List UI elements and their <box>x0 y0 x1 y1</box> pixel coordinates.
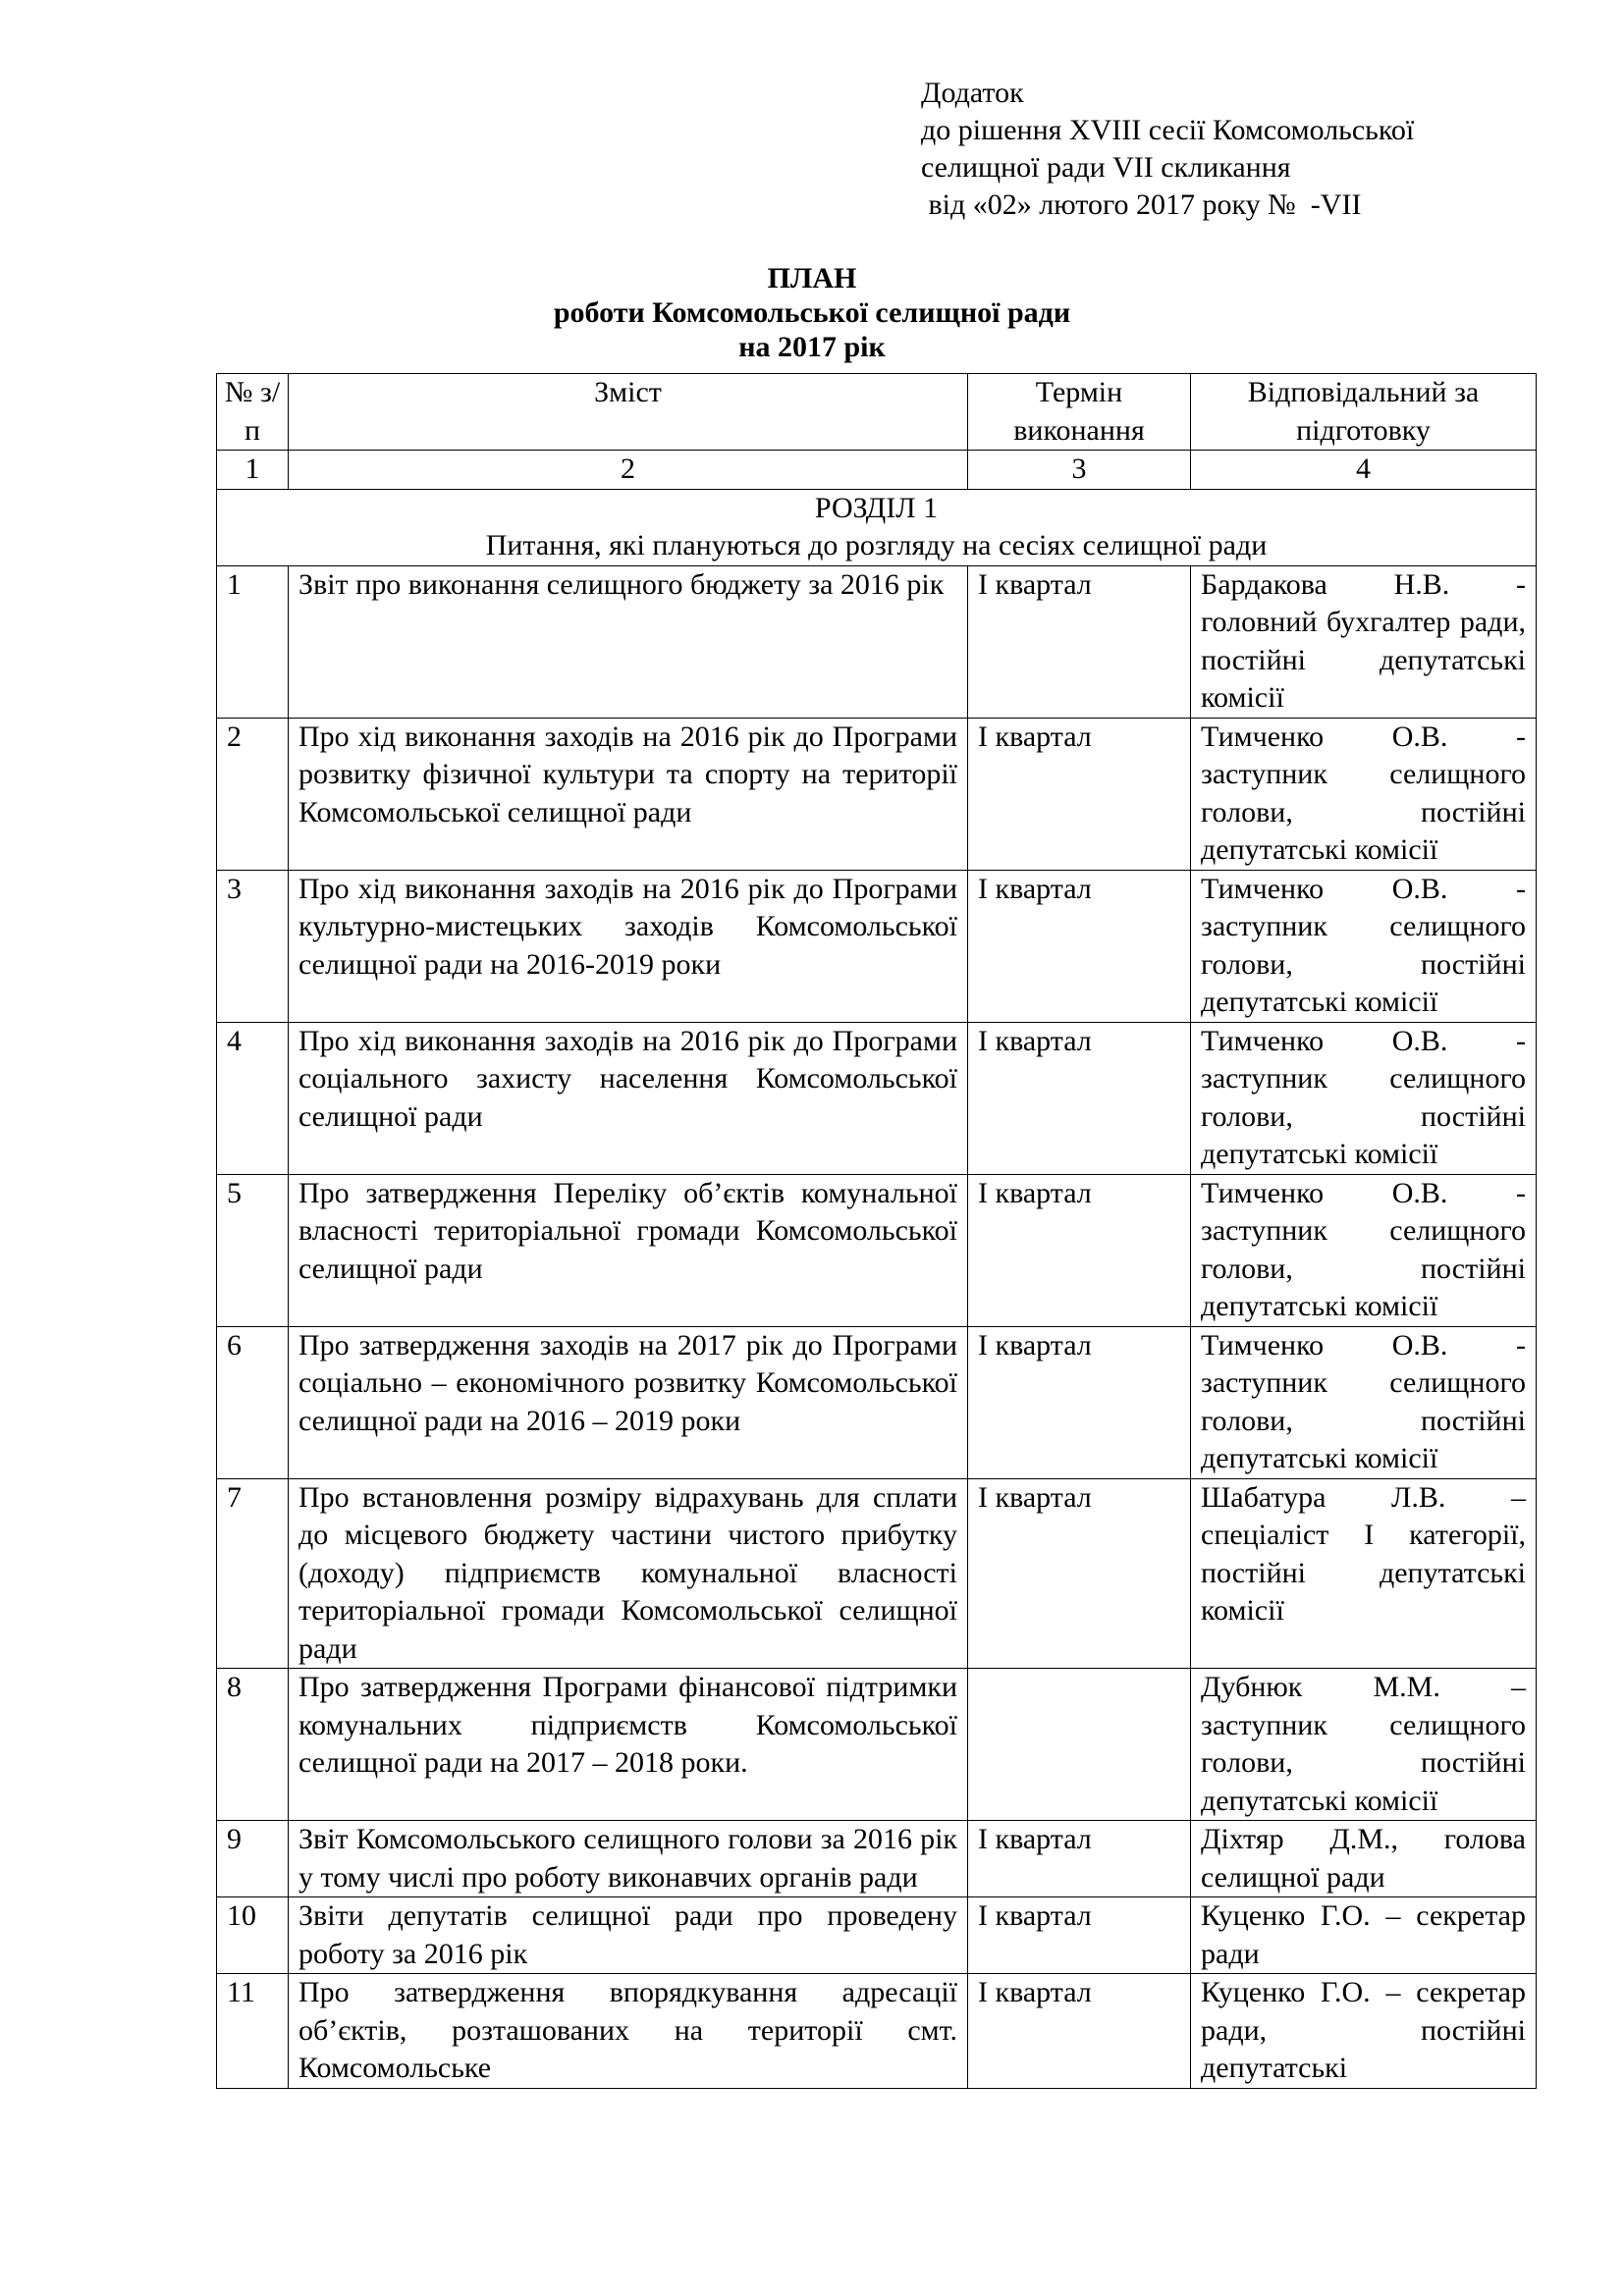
row-number: 10 <box>217 1897 289 1974</box>
table-row <box>217 1821 1537 1897</box>
row-term: І квартал <box>968 1974 1191 2089</box>
row-term: І квартал <box>968 718 1191 870</box>
row-content: Звіти депутатів селищної ради про проведену роботу за 2016 рік <box>289 1897 968 1974</box>
section-title: РОЗДІЛ 1 <box>814 491 939 524</box>
row-term: І квартал <box>968 1022 1191 1174</box>
addendum-block <box>921 75 1414 224</box>
table-row <box>217 1022 1537 1174</box>
table-row <box>217 1326 1537 1478</box>
table-row <box>217 1669 1537 1821</box>
column-header-responsible: Відповідальний за підготовку <box>1191 374 1537 451</box>
row-responsible: Тимченко О.В. - заступник селищного голови, постійні депутатські комісії <box>1191 1174 1537 1326</box>
row-responsible: Шабатура Л.В. – спеціаліст І категорії, постійні депутатські комісії <box>1191 1478 1537 1669</box>
section-subtitle: Питання, які плануються до розгляду на сесіях селищної ради <box>485 529 1268 561</box>
table-row <box>217 1974 1537 2089</box>
row-responsible: Тимченко О.В. - заступник селищного голови, постійні депутатські комісії <box>1191 718 1537 870</box>
column-index: 3 <box>968 451 1191 490</box>
row-responsible: Тимченко О.В. - заступник селищного голови, постійні депутатські комісії <box>1191 1022 1537 1174</box>
table-row <box>217 1897 1537 1974</box>
row-number: 2 <box>217 718 289 870</box>
row-content: Про хід виконання заходів на 2016 рік до Програми соціального захисту населення Комсомольської селищної ради <box>289 1022 968 1174</box>
row-term: І квартал <box>968 1478 1191 1669</box>
table-row <box>217 1174 1537 1326</box>
row-content: Про хід виконання заходів на 2016 рік до Програми розвитку фізичної культури та спорту на території Комсомольської селищної ради <box>289 718 968 870</box>
plan-subtitle: роботи Комсомольської селищної ради <box>553 296 1071 329</box>
row-number: 3 <box>217 870 289 1022</box>
column-header-number: № з/п <box>217 374 289 451</box>
plan-title: ПЛАН <box>767 262 857 294</box>
row-content: Про затвердження Переліку об’єктів комунальної власності територіальної громади Комсомольської селищної ради <box>289 1174 968 1326</box>
row-term: І квартал <box>968 870 1191 1022</box>
row-number: 7 <box>217 1478 289 1669</box>
addendum-line: Додаток <box>921 77 1024 109</box>
row-number: 5 <box>217 1174 289 1326</box>
row-number: 8 <box>217 1669 289 1821</box>
row-content: Про хід виконання заходів на 2016 рік до Програми культурно-мистецьких заходів Комсомольської селищної ради на 2016-2019 роки <box>289 870 968 1022</box>
row-content: Звіт Комсомольського селищного голови за 2016 рік у тому числі про роботу виконавчих органів ради <box>289 1821 968 1897</box>
table-row <box>217 1478 1537 1669</box>
row-responsible: Куценко Г.О. – секретар ради <box>1191 1897 1537 1974</box>
row-content: Про затвердження впорядкування адресації об’єктів, розташованих на території смт. Комсомольське <box>289 1974 968 2089</box>
section-header-row <box>217 489 1537 565</box>
row-responsible: Бардакова Н.В. - головний бухгалтер ради, постійні депутатські комісії <box>1191 565 1537 718</box>
row-content: Про затвердження Програми фінансової підтримки комунальних підприємств Комсомольської селищної ради на 2017 – 2018 роки. <box>289 1669 968 1821</box>
row-content: Про встановлення розміру відрахувань для сплати до місцевого бюджету частини чистого прибутку (доходу) підприємств комунальної власності територіальної громади Комсомольської селищної ради <box>289 1478 968 1669</box>
table-row <box>217 565 1537 718</box>
plan-title-block <box>0 261 1624 364</box>
row-term: І квартал <box>968 1174 1191 1326</box>
plan-table <box>216 373 1537 2089</box>
row-number: 4 <box>217 1022 289 1174</box>
row-content: Звіт про виконання селищного бюджету за 2016 рік <box>289 565 968 718</box>
row-responsible: Діхтяр Д.М., голова селищної ради <box>1191 1821 1537 1897</box>
row-responsible: Тимченко О.В. - заступник селищного голови, постійні депутатські комісії <box>1191 1326 1537 1478</box>
row-number: 6 <box>217 1326 289 1478</box>
column-index: 4 <box>1191 451 1537 490</box>
table-header-row <box>217 374 1537 451</box>
row-responsible: Куценко Г.О. – секретар ради, постійні депутатські <box>1191 1974 1537 2089</box>
addendum-line: до рішення XVIII сесії Комсомольської <box>921 114 1415 146</box>
column-header-term: Термін виконання <box>968 374 1191 451</box>
row-number: 11 <box>217 1974 289 2089</box>
row-term <box>968 1669 1191 1821</box>
addendum-line: селищної ради VII скликання <box>921 151 1291 184</box>
column-header-content: Зміст <box>289 374 968 451</box>
row-number: 9 <box>217 1821 289 1897</box>
row-responsible: Тимченко О.В. - заступник селищного голови, постійні депутатські комісії <box>1191 870 1537 1022</box>
row-term: І квартал <box>968 1821 1191 1897</box>
plan-year: на 2017 рік <box>738 331 886 363</box>
row-responsible: Дубнюк М.М. – заступник селищного голови, постійні депутатські комісії <box>1191 1669 1537 1821</box>
row-term: І квартал <box>968 565 1191 718</box>
row-content: Про затвердження заходів на 2017 рік до Програми соціально – економічного розвитку Комсомольської селищної ради на 2016 – 2019 роки <box>289 1326 968 1478</box>
column-index: 2 <box>289 451 968 490</box>
addendum-line: від «02» лютого 2017 року № -VII <box>921 188 1362 221</box>
row-term: І квартал <box>968 1326 1191 1478</box>
section-header <box>217 489 1537 565</box>
column-index-row <box>217 451 1537 490</box>
row-term: І квартал <box>968 1897 1191 1974</box>
table-row <box>217 718 1537 870</box>
column-index: 1 <box>217 451 289 490</box>
row-number: 1 <box>217 565 289 718</box>
table-row <box>217 870 1537 1022</box>
